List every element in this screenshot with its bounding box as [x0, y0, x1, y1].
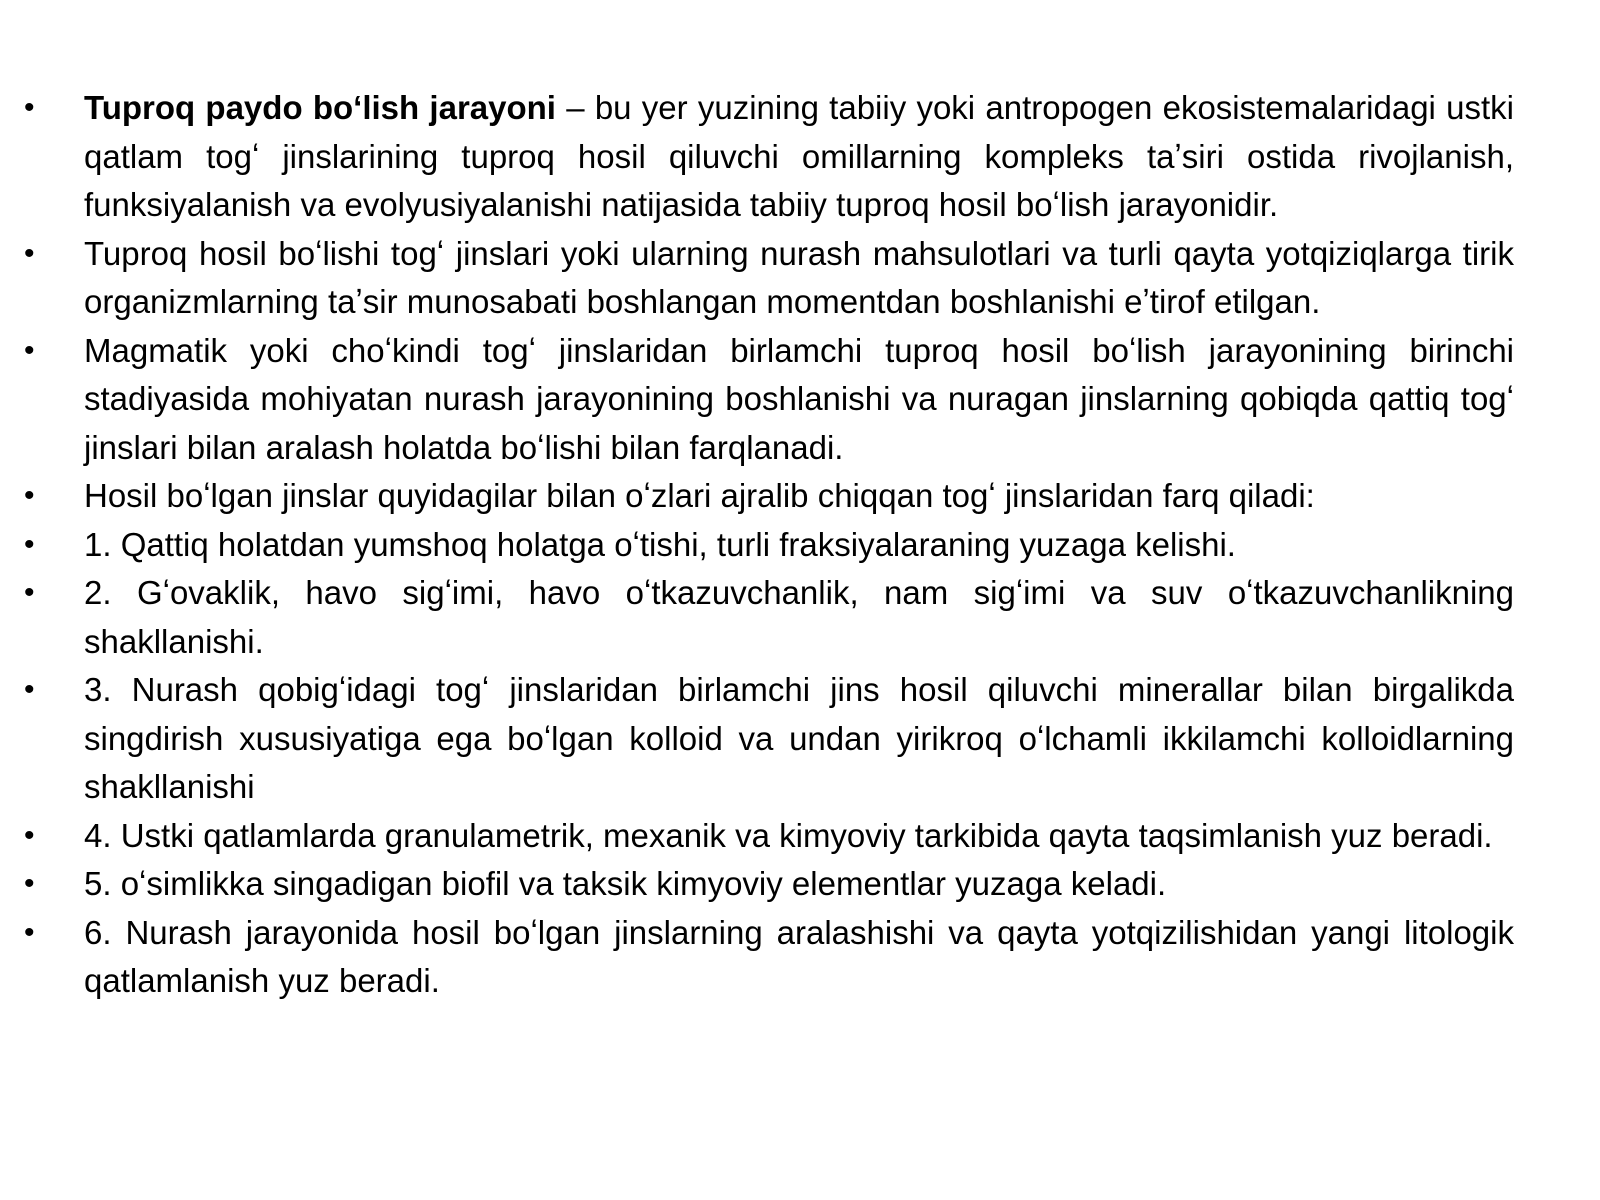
bullet-icon: • — [24, 527, 35, 561]
bullet-icon: • — [24, 576, 35, 609]
bullet-icon: • — [24, 333, 35, 367]
list-item — [22, 84, 1514, 230]
list-item — [22, 860, 1514, 909]
bullet-list — [22, 84, 1514, 1006]
list-item-text: 4. Ustki qatlamlarda granulametrik, mexanik va kimyoviy tarkibida qayta taqsimlanish yuz beradi. — [84, 816, 1493, 854]
bullet-icon: • — [24, 818, 35, 852]
bold-term: Tuproq paydo boʻlish jarayoni — [84, 89, 556, 126]
list-item-text: 3. Nurash qobigʻidagi togʻ jinslaridan birlamchi jins hosil qiluvchi minerallar bilan birgalikda singdirish xususiyatiga ega boʻlgan kolloid va undan yirikroq oʻlchamli ikkilamchi kolloidlarning shakllanishi — [84, 671, 1514, 805]
list-item — [22, 327, 1514, 473]
bullet-icon: • — [24, 91, 35, 124]
bullet-icon: • — [24, 673, 35, 706]
list-item-text: Magmatik yoki choʻkindi togʻ jinslaridan birlamchi tuproq hosil boʻlish jarayonining birinchi stadiyasida mohiyatan nurash jarayonining boshlanishi va nuragan jinslarning qobiqda qattiq togʻ jinslari bilan aralash holatda boʻlishi bilan farqlanadi. — [84, 331, 1514, 466]
list-item-text: 6. Nurash jarayonida hosil boʻlgan jinslarning aralashishi va qayta yotqizilishidan yangi litologik qatlamlanish yuz beradi. — [84, 913, 1514, 999]
list-item-text: 1. Qattiq holatdan yumshoq holatga oʻtishi, turli fraksiyalaraning yuzaga kelishi. — [84, 525, 1236, 563]
list-item — [22, 569, 1514, 666]
list-item — [22, 812, 1514, 861]
list-item-text — [84, 84, 1514, 230]
list-item-text: Tuproq hosil boʻlishi togʻ jinslari yoki ularning nurash mahsulotlari va turli qayta yotqiziqlarga tirik organizmlarning taʼsir munosabati boshlangan momentdan boshlanishi eʼtirof etilgan. — [84, 234, 1514, 320]
list-item-text: 2. Gʻovaklik, havo sigʻimi, havo oʻtkazuvchanlik, nam sigʻimi va suv oʻtkazuvchanlikning shakllanishi. — [84, 574, 1514, 660]
bullet-icon: • — [24, 867, 35, 900]
list-item — [22, 666, 1514, 812]
list-item — [22, 472, 1514, 521]
list-item — [22, 909, 1514, 1006]
bullet-icon: • — [24, 915, 35, 949]
list-item — [22, 521, 1514, 570]
definition-text: – bu yer yuzining tabiiy yoki antropogen ekosistemalaridagi ustki qatlam togʻ jinslarining tuproq hosil qiluvchi omillarning kompleks taʼsiri ostida rivojlanish, funksiyalanish va evolyusiyalanishi natijasida tabiiy tuproq hosil boʻlish jarayonidir. — [84, 89, 1514, 223]
list-item-text: Hosil boʻlgan jinslar quyidagilar bilan oʻzlari ajralib chiqqan togʻ jinslaridan farq qiladi: — [84, 477, 1315, 514]
list-item — [22, 230, 1514, 327]
list-item-text: 5. oʻsimlikka singadigan biofil va taksik kimyoviy elementlar yuzaga keladi. — [84, 865, 1167, 902]
bullet-icon: • — [24, 479, 35, 512]
bullet-icon: • — [24, 236, 35, 270]
